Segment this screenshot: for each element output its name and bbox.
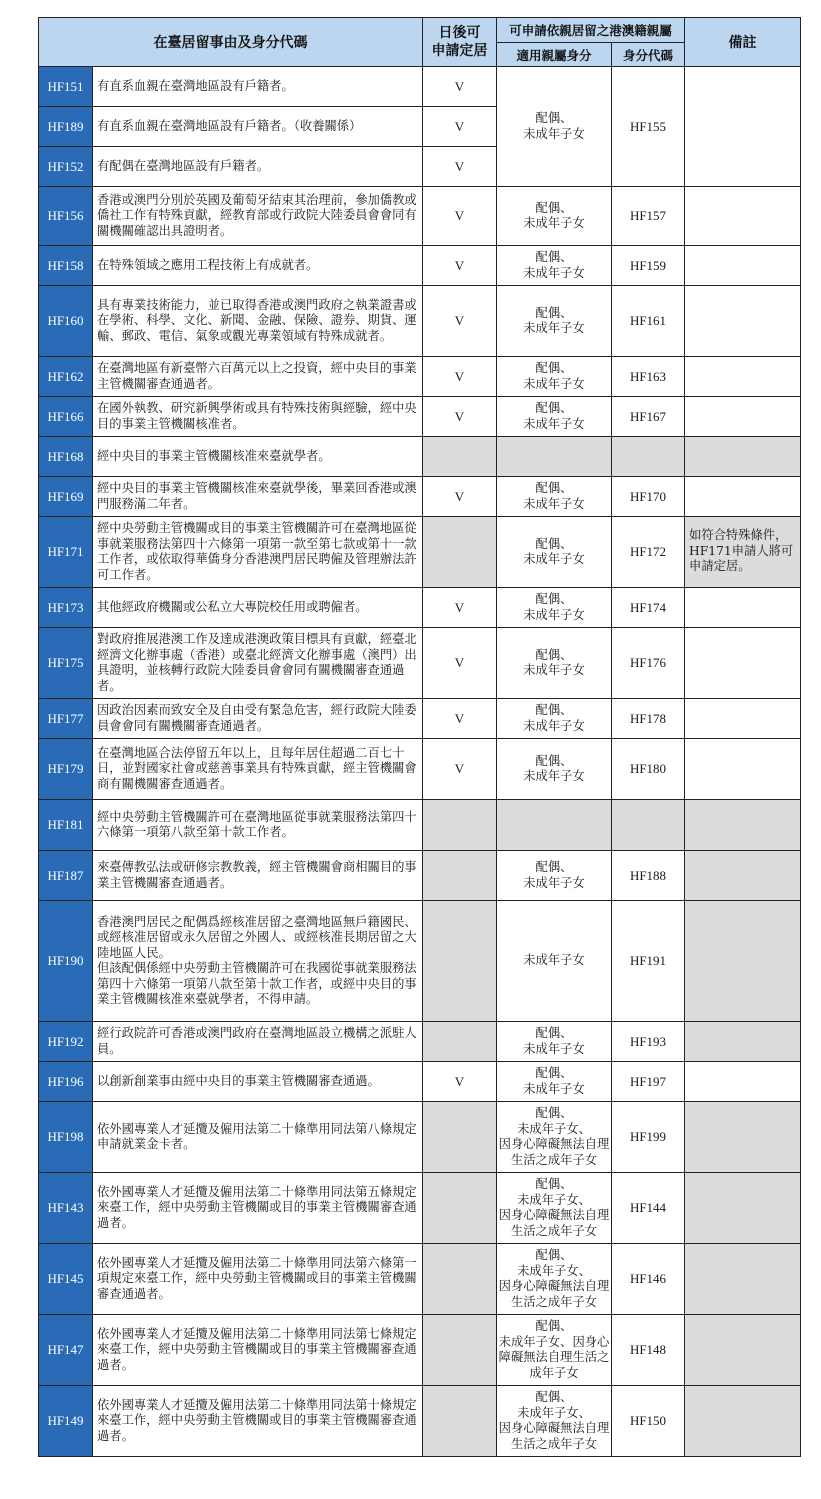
eligible-relative-type: 配偶、 未成年子女 <box>497 246 612 286</box>
relative-identity-code: HF188 <box>612 851 685 901</box>
table-row <box>39 1386 801 1457</box>
remarks <box>685 187 801 246</box>
residence-reason: 在特殊領域之應用工程技術上有成就者。 <box>93 246 423 286</box>
residence-reason: 在國外執教、研究新興學術或具有特殊技術與經驗，經中央目的事業主管機關核准者。 <box>93 397 423 437</box>
residence-reason: 其他經政府機關或公私立大專院校任用或聘僱者。 <box>93 588 423 628</box>
table-row <box>39 1173 801 1244</box>
eligible-relative-type <box>497 800 612 851</box>
relative-identity-code: HF170 <box>612 477 685 517</box>
identity-code: HF173 <box>39 588 93 628</box>
identity-code: HF181 <box>39 800 93 851</box>
can-settle-mark: V <box>423 477 497 517</box>
table-row <box>39 1062 801 1102</box>
eligible-relative-type: 配偶、 未成年子女 <box>497 1022 612 1062</box>
remarks <box>685 1062 801 1102</box>
eligible-relative-type: 配偶、 未成年子女 <box>497 699 612 739</box>
identity-code: HF149 <box>39 1386 93 1457</box>
eligible-relative-type: 配偶、 未成年子女、 因身心障礙無法自理生活之成年子女 <box>497 1386 612 1457</box>
can-settle-mark: V <box>423 588 497 628</box>
can-settle-mark <box>423 1173 497 1244</box>
can-settle-mark <box>423 1102 497 1173</box>
eligible-relative-type: 配偶、 未成年子女 <box>497 187 612 246</box>
identity-code: HF175 <box>39 628 93 699</box>
relative-identity-code: HF161 <box>612 286 685 357</box>
can-settle-mark: V <box>423 147 497 187</box>
can-settle-mark: V <box>423 246 497 286</box>
residence-reason: 在臺灣地區合法停留五年以上，且每年居住超過二百七十日，並對國家社會或慈善事業具有特殊貢獻，經主管機關會商有關機關審查通過者。 <box>93 739 423 800</box>
residence-reason: 依外國專業人才延攬及僱用法第二十條準用同法第六條第一項規定來臺工作，經中央勞動主管機關或目的事業主管機關審查通過者。 <box>93 1244 423 1315</box>
table-row <box>39 187 801 246</box>
eligible-relative-type: 配偶、 未成年子女 <box>497 477 612 517</box>
remarks <box>685 1244 801 1315</box>
table-row <box>39 901 801 1022</box>
remarks <box>685 588 801 628</box>
remarks <box>685 67 801 187</box>
relative-identity-code: HF191 <box>612 901 685 1022</box>
identity-code: HF196 <box>39 1062 93 1102</box>
eligible-relative-type: 配偶、 未成年子女 <box>497 397 612 437</box>
remarks <box>685 477 801 517</box>
eligible-relative-type: 配偶、 未成年子女 <box>497 588 612 628</box>
residence-reason: 經中央勞動主管機關許可在臺灣地區從事就業服務法第四十六條第一項第八款至第十款工作者。 <box>93 800 423 851</box>
eligible-relative-type: 配偶、 未成年子女、 因身心障礙無法自理生活之成年子女 <box>497 1244 612 1315</box>
relative-identity-code <box>612 800 685 851</box>
can-settle-mark: V <box>423 628 497 699</box>
identity-code: HF152 <box>39 147 93 187</box>
can-settle-mark: V <box>423 1062 497 1102</box>
can-settle-mark: V <box>423 357 497 397</box>
identity-code: HF143 <box>39 1173 93 1244</box>
residence-reason: 經行政院許可香港或澳門政府在臺灣地區設立機構之派駐人員。 <box>93 1022 423 1062</box>
can-settle-mark <box>423 1386 497 1457</box>
header-can-settle-line2: 申請定居 <box>431 43 488 59</box>
table-row <box>39 1315 801 1386</box>
header-eligible-relatives: 可申請依親居留之港澳籍親屬 <box>497 18 685 43</box>
remarks <box>685 800 801 851</box>
relative-identity-code: HF150 <box>612 1386 685 1457</box>
remarks <box>685 357 801 397</box>
table-row <box>39 588 801 628</box>
identity-code: HF147 <box>39 1315 93 1386</box>
header-notes: 備註 <box>685 18 801 67</box>
identity-code: HF162 <box>39 357 93 397</box>
remarks: 如符合特殊條件，HF171申請人將可申請定居。 <box>685 517 801 588</box>
table-row <box>39 477 801 517</box>
relative-identity-code: HF157 <box>612 187 685 246</box>
relative-identity-code: HF144 <box>612 1173 685 1244</box>
identity-code: HF145 <box>39 1244 93 1315</box>
table-row <box>39 1244 801 1315</box>
eligible-relative-type <box>497 437 612 477</box>
residence-reason: 因政治因素而致安全及自由受有緊急危害，經行政院大陸委員會會同有關機關審查通過者。 <box>93 699 423 739</box>
table-row <box>39 67 801 107</box>
relative-identity-code: HF174 <box>612 588 685 628</box>
table-row <box>39 246 801 286</box>
header-relative-type: 適用親屬身分 <box>497 43 612 67</box>
residence-reason: 依外國專業人才延攬及僱用法第二十條準用同法第八條規定申請就業金卡者。 <box>93 1102 423 1173</box>
relative-identity-code: HF172 <box>612 517 685 588</box>
can-settle-mark <box>423 1022 497 1062</box>
identity-code: HF160 <box>39 286 93 357</box>
residence-reason: 以創新創業事由經中央目的事業主管機關審查通過。 <box>93 1062 423 1102</box>
table-row <box>39 628 801 699</box>
eligible-relative-type: 配偶、 未成年子女 <box>497 739 612 800</box>
eligible-relative-type: 配偶、 未成年子女、 因身心障礙無法自理生活之成年子女 <box>497 1173 612 1244</box>
identity-code: HF166 <box>39 397 93 437</box>
remarks <box>685 1102 801 1173</box>
remarks <box>685 1386 801 1457</box>
identity-code: HF151 <box>39 67 93 107</box>
residence-reason: 對政府推展港澳工作及達成港澳政策目標具有貢獻，經臺北經濟文化辦事處（香港）或臺北經濟文化辦事處（澳門）出具證明，並核轉行政院大陸委員會會同有關機關審查通過者。 <box>93 628 423 699</box>
remarks <box>685 286 801 357</box>
relative-identity-code: HF199 <box>612 1102 685 1173</box>
remarks <box>685 246 801 286</box>
remarks <box>685 437 801 477</box>
relative-identity-code: HF178 <box>612 699 685 739</box>
residence-reason: 依外國專業人才延攬及僱用法第二十條準用同法第七條規定來臺工作，經中央勞動主管機關或目的事業主管機關審查通過者。 <box>93 1315 423 1386</box>
identity-code: HF192 <box>39 1022 93 1062</box>
identity-code: HF189 <box>39 107 93 147</box>
eligible-relative-type: 配偶、 未成年子女、 因身心障礙無法自理生活之成年子女 <box>497 1102 612 1173</box>
identity-code: HF169 <box>39 477 93 517</box>
remarks <box>685 397 801 437</box>
can-settle-mark <box>423 517 497 588</box>
eligible-relative-type: 配偶、 未成年子女 <box>497 851 612 901</box>
table-row <box>39 357 801 397</box>
relative-identity-code: HF146 <box>612 1244 685 1315</box>
table-row <box>39 1102 801 1173</box>
can-settle-mark <box>423 1315 497 1386</box>
residence-reason: 有直系血親在臺灣地區設有戶籍者。（收養關係） <box>93 107 423 147</box>
remarks <box>685 901 801 1022</box>
identity-code: HF177 <box>39 699 93 739</box>
residence-reason: 經中央目的事業主管機關核准來臺就學後，畢業回香港或澳門服務滿二年者。 <box>93 477 423 517</box>
table-row <box>39 437 801 477</box>
eligible-relative-type: 配偶、 未成年子女 <box>497 357 612 397</box>
residence-reason: 有直系血親在臺灣地區設有戶籍者。 <box>93 67 423 107</box>
can-settle-mark <box>423 437 497 477</box>
table-row <box>39 397 801 437</box>
identity-code: HF198 <box>39 1102 93 1173</box>
header-reason-and-code: 在臺居留事由及身分代碼 <box>39 18 423 67</box>
table-row <box>39 699 801 739</box>
can-settle-mark: V <box>423 187 497 246</box>
identity-code: HF179 <box>39 739 93 800</box>
relative-identity-code: HF148 <box>612 1315 685 1386</box>
residence-reason: 依外國專業人才延攬及僱用法第二十條準用同法第十條規定來臺工作，經中央勞動主管機關或目的事業主管機關審查通過者。 <box>93 1386 423 1457</box>
residence-reason: 有配偶在臺灣地區設有戶籍者。 <box>93 147 423 187</box>
relative-identity-code: HF176 <box>612 628 685 699</box>
relative-identity-code: HF163 <box>612 357 685 397</box>
table-row <box>39 800 801 851</box>
residence-reason: 經中央勞動主管機關或目的事業主管機關許可在臺灣地區從事就業服務法第四十六條第一項第一款至第七款或第十一款工作者，或依取得華僑身分香港澳門居民聘僱及管理辦法許可工作者。 <box>93 517 423 588</box>
relative-identity-code: HF193 <box>612 1022 685 1062</box>
relative-identity-code: HF159 <box>612 246 685 286</box>
table-row <box>39 851 801 901</box>
remarks <box>685 699 801 739</box>
can-settle-mark: V <box>423 699 497 739</box>
identity-code: HF171 <box>39 517 93 588</box>
identity-code: HF168 <box>39 437 93 477</box>
can-settle-mark: V <box>423 286 497 357</box>
residence-reason: 香港或澳門分別於英國及葡萄牙結束其治理前，參加僑教或僑社工作有特殊貢獻，經教育部或行政院大陸委員會會同有關機關確認出具證明者。 <box>93 187 423 246</box>
residence-reasons-table <box>38 17 801 1457</box>
relative-identity-code: HF167 <box>612 397 685 437</box>
residence-reason: 來臺傳教弘法或研修宗教教義，經主管機關會商相關目的事業主管機關審查通過者。 <box>93 851 423 901</box>
eligible-relative-type: 配偶、 未成年子女、因身心障礙無法自理生活之成年子女 <box>497 1315 612 1386</box>
eligible-relative-type: 配偶、 未成年子女 <box>497 517 612 588</box>
can-settle-mark: V <box>423 67 497 107</box>
residence-reason: 具有專業技術能力，並已取得香港或澳門政府之執業證書或在學術、科學、文化、新聞、金融、保險、證券、期貨、運輸、郵政、電信、氣象或觀光專業領域有特殊成就者。 <box>93 286 423 357</box>
table-row <box>39 517 801 588</box>
table-row <box>39 1022 801 1062</box>
header-can-settle-line1: 日後可 <box>438 25 481 41</box>
relative-identity-code: HF180 <box>612 739 685 800</box>
eligible-relative-type: 配偶、 未成年子女 <box>497 286 612 357</box>
can-settle-mark <box>423 800 497 851</box>
can-settle-mark: V <box>423 397 497 437</box>
eligible-relative-type: 配偶、 未成年子女 <box>497 628 612 699</box>
identity-code: HF158 <box>39 246 93 286</box>
table-row <box>39 739 801 800</box>
remarks <box>685 1173 801 1244</box>
eligible-relative-type: 配偶、 未成年子女 <box>497 67 612 187</box>
relative-identity-code <box>612 437 685 477</box>
can-settle-mark <box>423 901 497 1022</box>
relative-identity-code: HF155 <box>612 67 685 187</box>
residence-reason: 經中央目的事業主管機關核准來臺就學者。 <box>93 437 423 477</box>
residence-reason: 依外國專業人才延攬及僱用法第二十條準用同法第五條規定來臺工作，經中央勞動主管機關或目的事業主管機關審查通過者。 <box>93 1173 423 1244</box>
remarks <box>685 851 801 901</box>
can-settle-mark: V <box>423 739 497 800</box>
remarks <box>685 1022 801 1062</box>
remarks <box>685 628 801 699</box>
eligible-relative-type: 配偶、 未成年子女 <box>497 1062 612 1102</box>
residence-reason: 在臺灣地區有新臺幣六百萬元以上之投資，經中央目的事業主管機關審查通過者。 <box>93 357 423 397</box>
can-settle-mark <box>423 851 497 901</box>
identity-code: HF156 <box>39 187 93 246</box>
header-relative-id-code: 身分代碼 <box>612 43 685 67</box>
can-settle-mark: V <box>423 107 497 147</box>
identity-code: HF190 <box>39 901 93 1022</box>
table-body <box>39 67 801 1457</box>
relative-identity-code: HF197 <box>612 1062 685 1102</box>
eligible-relative-type: 未成年子女 <box>497 901 612 1022</box>
residence-reason: 香港澳門居民之配偶爲經核准居留之臺灣地區無戶籍國民、或經核准居留或永久居留之外國人、或經核准長期居留之大陸地區人民。 但該配偶係經中央勞動主管機關許可在我國從事就業服務法第四十六條第一項第八款至第十款工作者，或經中央目的事業主管機關核准來臺就學者，不得申請。 <box>93 901 423 1022</box>
identity-code: HF187 <box>39 851 93 901</box>
can-settle-mark <box>423 1244 497 1315</box>
remarks <box>685 1315 801 1386</box>
header-can-settle <box>423 18 497 67</box>
remarks <box>685 739 801 800</box>
table-row <box>39 286 801 357</box>
